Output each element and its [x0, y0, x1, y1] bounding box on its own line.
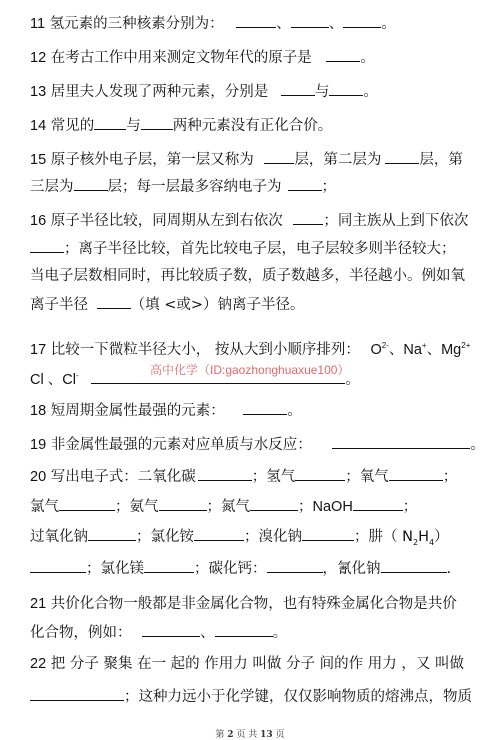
question-13 — [30, 81, 378, 102]
answer-blank[interactable] — [293, 210, 323, 225]
question-text: 原子核外电子层，第一层又称为 — [50, 152, 254, 168]
question-text: ；肼（ N — [354, 529, 413, 545]
answer-blank[interactable] — [30, 238, 64, 253]
answer-blank[interactable] — [194, 526, 244, 541]
question-19 — [30, 434, 485, 455]
question-number: 21 — [30, 596, 47, 612]
punctuation: ； — [402, 499, 418, 515]
punctuation: ； — [442, 469, 458, 485]
question-text: ，氰化钠 — [322, 561, 381, 577]
answer-blank[interactable] — [295, 466, 345, 481]
question-text: 氢元素的三种核素分别为： — [49, 16, 224, 32]
question-text: H — [418, 529, 429, 545]
question-text: 居里夫人发现了两种元素，分别是 — [50, 84, 269, 100]
answer-blank[interactable] — [142, 622, 200, 637]
answer-blank[interactable] — [343, 13, 381, 28]
answer-blank[interactable] — [381, 558, 447, 573]
answer-blank[interactable] — [74, 176, 108, 191]
question-16-line-3 — [30, 266, 465, 286]
answer-blank[interactable] — [264, 149, 294, 164]
question-22-line-2 — [30, 686, 472, 707]
separator: 、 — [200, 625, 215, 641]
question-number: 13 — [30, 84, 47, 100]
question-16-line-4 — [30, 294, 305, 315]
footer-text: 页 共 — [236, 730, 258, 740]
separator: 、 — [276, 16, 291, 32]
question-22-line-1 — [30, 654, 464, 674]
question-text: ；溴化钠 — [244, 529, 302, 545]
punctuation: 。 — [381, 16, 396, 32]
question-text: 写出电子式：二氧化碳 — [50, 469, 196, 485]
answer-blank[interactable] — [326, 47, 360, 62]
question-15-line-1 — [30, 149, 463, 170]
question-text: ；氯化镁 — [86, 561, 144, 577]
question-number: 12 — [30, 50, 47, 66]
question-18 — [30, 400, 302, 421]
question-text: 化合物，例如： — [30, 625, 132, 641]
answer-blank[interactable] — [267, 558, 323, 573]
separator: 、 — [426, 341, 442, 358]
question-text: 三层为 — [30, 179, 74, 195]
connector: 与 — [314, 84, 330, 100]
punctuation: 。 — [345, 371, 360, 388]
answer-blank[interactable] — [198, 466, 252, 481]
question-text: ；碳化钙： — [194, 561, 267, 577]
question-text: ；氧气 — [345, 469, 389, 485]
question-number: 16 — [30, 213, 47, 229]
answer-blank[interactable] — [288, 176, 322, 191]
answer-blank[interactable] — [30, 686, 124, 701]
answer-blank[interactable] — [329, 81, 363, 96]
ion-chlorine: Cl 、Cl- — [30, 371, 79, 388]
answer-blank[interactable] — [97, 294, 131, 309]
question-number: 22 — [30, 656, 47, 672]
question-text: 共价化合物一般都是非金属化合物，也有特殊金属化合物是共价 — [50, 596, 457, 612]
page-number: 2 — [227, 730, 234, 740]
answer-blank[interactable] — [236, 13, 276, 28]
ion-oxide: $O^{2-}$ — [370, 341, 389, 358]
question-text: ；氮气 — [206, 499, 250, 515]
question-14 — [30, 115, 332, 136]
question-number: 19 — [30, 437, 47, 453]
watermark: 高中化学（ID:gaozhonghuaxue100） — [150, 363, 350, 377]
answer-blank[interactable] — [353, 496, 403, 511]
question-text: 非金属性最强的元素对应单质与水反应： — [50, 437, 312, 453]
question-17-line-1 — [30, 336, 470, 360]
separator: 、 — [328, 16, 344, 32]
question-20-row-1 — [30, 466, 457, 487]
footer-text: 第 — [215, 730, 225, 740]
page-total: 13 — [260, 730, 273, 740]
answer-blank[interactable] — [30, 558, 86, 573]
question-text: ；氯化铵 — [136, 529, 194, 545]
question-text: 氯气 — [30, 499, 59, 515]
punctuation: 。 — [272, 625, 288, 641]
subscript: 2 — [412, 537, 419, 547]
question-number: 11 — [30, 16, 46, 32]
answer-blank[interactable] — [281, 81, 315, 96]
question-number: 20 — [30, 469, 47, 485]
question-text: 层，第二层为 — [294, 152, 382, 168]
answer-blank[interactable] — [302, 526, 354, 541]
question-20-row-4 — [30, 558, 451, 579]
question-text: 层，第 — [419, 152, 463, 168]
punctuation: 。 — [470, 437, 485, 453]
answer-blank[interactable] — [291, 13, 329, 28]
answer-blank[interactable] — [243, 400, 287, 415]
question-text: 当电子层数相同时，再比较质子数，质子数越多，半径越小。例如氧 — [30, 268, 465, 284]
answer-blank[interactable] — [389, 466, 443, 481]
answer-blank[interactable] — [332, 434, 470, 449]
punctuation: ） — [434, 529, 449, 545]
question-number: 17 — [30, 341, 47, 358]
answer-blank[interactable] — [94, 115, 126, 130]
connector: 与 — [126, 118, 141, 134]
question-16-line-2 — [30, 238, 456, 259]
ion-magnesium: $Mg^{2+}$ — [441, 341, 471, 358]
answer-blank[interactable] — [59, 496, 115, 511]
question-text: ；离子半径比较，首先比较电子层，电子层较多则半径较大； — [64, 241, 456, 257]
question-12 — [30, 47, 375, 68]
answer-blank[interactable] — [141, 115, 173, 130]
question-text: 常见的 — [50, 118, 95, 134]
question-text: 过氧化钠 — [30, 529, 88, 545]
punctuation: ； — [321, 179, 336, 195]
question-text: ；氨气 — [115, 499, 159, 515]
question-text: 比较一下微粒半径大小， 按从大到小顺序排列： — [50, 341, 360, 358]
question-number: 18 — [30, 403, 47, 419]
punctuation: . — [446, 561, 452, 577]
answer-blank[interactable] — [159, 496, 207, 511]
question-text: 把 分子 聚集 在一 起的 作用力 叫做 分子 间的作 用力 ，又 叫做 — [50, 656, 464, 672]
answer-blank[interactable] — [215, 622, 273, 637]
question-21-line-1 — [30, 594, 457, 614]
separator: 、 — [388, 341, 404, 358]
question-number: 14 — [30, 118, 47, 134]
question-20-row-3 — [30, 526, 449, 553]
subscript: 4 — [428, 537, 435, 547]
question-text: 原子半径比较，同周期从左到右依次 — [50, 213, 283, 229]
question-text: 在考古工作中用来测定文物年代的原子是 — [50, 50, 312, 66]
question-text: ；NaOH — [298, 499, 353, 515]
question-text: ；同主族从上到下依次 — [323, 213, 469, 229]
question-text: 离子半径 — [30, 297, 88, 313]
question-16-line-1 — [30, 210, 468, 231]
question-text: 层；每一层最多容纳电子为 — [107, 179, 282, 195]
page-footer — [0, 727, 500, 740]
question-11 — [30, 13, 396, 34]
answer-blank[interactable] — [88, 526, 136, 541]
question-text: ；这种力远小于化学键，仅仅影响物质的熔沸点，物质 — [124, 689, 472, 705]
question-20-row-2 — [30, 496, 417, 517]
punctuation: 。 — [360, 50, 375, 66]
ion-sodium: Na+ — [403, 341, 427, 358]
answer-blank[interactable] — [144, 558, 194, 573]
question-text: ；氢气 — [251, 469, 296, 485]
answer-blank[interactable] — [250, 496, 298, 511]
question-text: 两种元素没有正化合价。 — [172, 118, 333, 134]
question-21-line-2 — [30, 622, 287, 643]
question-number: 15 — [30, 152, 47, 168]
question-text: （填 <或>）钠离子半径。 — [130, 297, 305, 313]
footer-text: 页 — [275, 730, 285, 740]
punctuation: 。 — [363, 84, 378, 100]
question-15-line-2 — [30, 176, 336, 197]
punctuation: 。 — [287, 403, 302, 419]
answer-blank[interactable] — [385, 149, 419, 164]
question-text: 短周期金属性最强的元素： — [50, 403, 225, 419]
